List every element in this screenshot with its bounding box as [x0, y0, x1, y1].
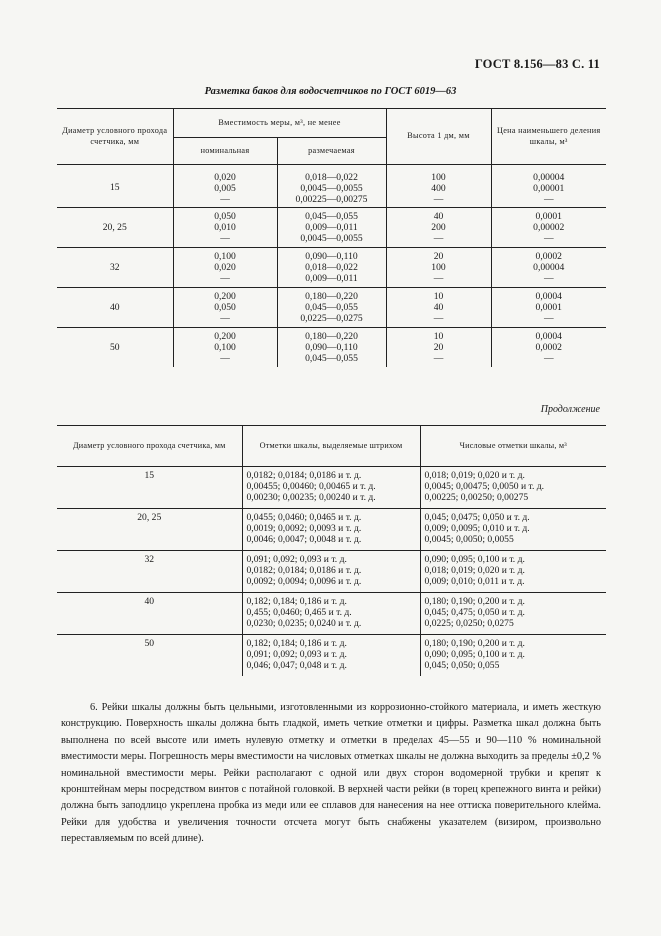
numeric-marks-cell [420, 509, 606, 551]
cell-line: 0,0455; 0,0460; 0,0465 и т. д. [246, 512, 362, 523]
height-cell [386, 288, 491, 328]
t2-header-stroke-marks: Отметки шкалы, выделяемые штрихом [242, 426, 420, 467]
height-cell [386, 208, 491, 248]
nominal-cell [173, 165, 277, 208]
table1-title: Разметка баков для водосчетчиков по ГОСТ 6019—63 [204, 86, 457, 97]
marked-cell [277, 208, 386, 248]
diameter-cell: 50 [109, 342, 120, 353]
cell-line: 0,018; 0,019; 0,020 и т. д. [424, 470, 525, 481]
cell-line: 0,090—0,110 [305, 251, 358, 262]
cell-line: 0,0225—0,0275 [300, 313, 363, 324]
cell-line: 0,00004 [533, 262, 565, 273]
cell-line: 0,045—0,055 [305, 211, 358, 222]
cell-line: — [543, 194, 554, 205]
table1-tank-marking [57, 108, 606, 367]
cell-line: 0,010 [214, 222, 236, 233]
cell-line: — [220, 194, 230, 205]
numeric-marks-cell [420, 467, 606, 509]
diameter-cell: 20, 25 [137, 512, 162, 523]
cell-line: 40 [433, 211, 444, 222]
table-row [57, 248, 606, 288]
cell-line: 0,020 [214, 262, 236, 273]
cell-line: 0,200 [214, 331, 236, 342]
stroke-marks-cell [242, 635, 420, 677]
diameter-cell: 40 [109, 302, 120, 313]
table-row [57, 288, 606, 328]
division-cell [491, 208, 606, 248]
t1-header-capacity: Вместимость меры, м³, не менее [173, 109, 386, 138]
nominal-cell [173, 328, 277, 368]
cell-line: — [220, 233, 230, 244]
cell-line: 0,018—0,022 [305, 262, 358, 273]
t1-header-nominal: номинальная [173, 138, 277, 165]
cell-line: 0,200 [214, 291, 236, 302]
t2-header-numeric-marks: Числовые отметки шкалы, м³ [420, 426, 606, 467]
cell-line: — [543, 313, 554, 324]
numeric-marks-cell [420, 593, 606, 635]
division-cell [491, 165, 606, 208]
table-row [57, 208, 606, 248]
cell-line: 0,0001 [535, 302, 562, 313]
numeric-marks-cell [420, 635, 606, 677]
cell-line: 0,090; 0,095; 0,100 и т. д. [424, 649, 525, 660]
table-row [57, 593, 606, 635]
t1-header-diameter: Диаметр условного прохода счетчика, мм [57, 109, 173, 165]
nominal-cell [173, 208, 277, 248]
cell-line: 200 [431, 222, 446, 233]
table-row [57, 551, 606, 593]
cell-line: 0,050 [214, 211, 236, 222]
table-row [57, 467, 606, 509]
table-row [57, 509, 606, 551]
cell-line: 0,0046; 0,0047; 0,0048 и т. д. [246, 534, 362, 545]
cell-line: 0,0182; 0,0184; 0,0186 и т. д. [246, 565, 362, 576]
cell-line: — [433, 233, 444, 244]
cell-line: 0,0002 [535, 342, 562, 353]
diameter-cell: 15 [109, 182, 120, 193]
cell-line: 0,0045—0,0055 [300, 233, 363, 244]
cell-line: — [543, 273, 554, 284]
cell-line: 0,046; 0,047; 0,048 и т. д. [246, 660, 347, 671]
diameter-cell: 15 [144, 470, 155, 481]
height-cell [386, 248, 491, 288]
division-cell [491, 288, 606, 328]
diameter-cell: 20, 25 [102, 222, 127, 233]
cell-line: 0,180—0,220 [305, 291, 358, 302]
stroke-marks-cell [242, 509, 420, 551]
cell-line: 0,0001 [535, 211, 562, 222]
cell-line: 0,020 [214, 172, 236, 183]
t1-header-height: Высота 1 дм, мм [386, 109, 491, 165]
cell-line: 0,0225; 0,0250; 0,0275 [424, 618, 514, 629]
cell-line: — [433, 273, 444, 284]
cell-line: — [543, 233, 554, 244]
division-cell [491, 328, 606, 368]
marked-cell [277, 165, 386, 208]
cell-line: 0,100 [214, 342, 236, 353]
t1-header-division: Цена наименьшего деления шкалы, м³ [491, 109, 606, 165]
cell-line: 0,0092; 0,0094; 0,0096 и т. д. [246, 576, 362, 587]
cell-line: 0,018; 0,019; 0,020 и т. д. [424, 565, 525, 576]
cell-line: 0,182; 0,184; 0,186 и т. д. [246, 596, 347, 607]
cell-line: 0,455; 0,0460; 0,465 и т. д. [246, 607, 352, 618]
diameter-cell: 32 [109, 262, 120, 273]
stroke-marks-cell [242, 593, 420, 635]
cell-line: 20 [433, 251, 444, 262]
marked-cell [277, 288, 386, 328]
cell-line: 0,091; 0,092; 0,093 и т. д. [246, 649, 347, 660]
cell-line: 0,00225; 0,00250; 0,00275 [424, 492, 529, 503]
marked-cell [277, 328, 386, 368]
cell-line: 0,0002 [535, 251, 562, 262]
cell-line: 0,180; 0,190; 0,200 и т. д. [424, 638, 525, 649]
nominal-cell [173, 248, 277, 288]
table2-scale-marks [57, 425, 606, 676]
cell-line: 0,0045; 0,00475; 0,0050 и т. д. [424, 481, 545, 492]
cell-line: 0,0004 [535, 291, 562, 302]
stroke-marks-cell [242, 467, 420, 509]
cell-line: 0,018—0,022 [305, 172, 358, 183]
t2-body [57, 467, 606, 677]
cell-line: 0,009; 0,010; 0,011 и т. д. [424, 576, 525, 587]
table-row [57, 635, 606, 677]
cell-line: 0,00004 [533, 172, 565, 183]
cell-line: — [220, 353, 230, 364]
diameter-cell: 32 [144, 554, 155, 565]
cell-line: 100 [431, 172, 446, 183]
cell-line: 0,045; 0,0475; 0,050 и т. д. [424, 512, 530, 523]
t1-header-marked: размечаемая [277, 138, 386, 165]
cell-line: 0,0182; 0,0184; 0,0186 и т. д. [246, 470, 362, 481]
diameter-cell: 40 [144, 596, 155, 607]
cell-line: 0,090; 0,095; 0,100 и т. д. [424, 554, 525, 565]
cell-line: 0,0004 [535, 331, 562, 342]
cell-line: 10 [433, 291, 444, 302]
cell-line: 0,0019; 0,0092; 0,0093 и т. д. [246, 523, 362, 534]
t2-header-diameter: Диаметр условного прохода счетчика, мм [73, 440, 226, 450]
continuation-label: Продолжение [540, 404, 600, 415]
cell-line: 0,045—0,055 [305, 302, 358, 313]
cell-line: 0,045—0,055 [305, 353, 358, 364]
cell-line: — [220, 273, 230, 284]
numeric-marks-cell [420, 551, 606, 593]
cell-line: — [433, 353, 444, 364]
cell-line: 0,009—0,011 [305, 273, 358, 284]
height-cell [386, 165, 491, 208]
cell-line: 0,009; 0,0095; 0,010 и т. д. [424, 523, 530, 534]
cell-line: 0,182; 0,184; 0,186 и т. д. [246, 638, 347, 649]
cell-line: 20 [433, 342, 444, 353]
nominal-cell [173, 288, 277, 328]
cell-line: — [433, 194, 444, 205]
document-header: ГОСТ 8.156—83 С. 11 [474, 57, 600, 71]
cell-line: — [433, 313, 444, 324]
t1-body [57, 165, 606, 368]
cell-line: 0,091; 0,092; 0,093 и т. д. [246, 554, 347, 565]
cell-line: 0,0230; 0,0235; 0,0240 и т. д. [246, 618, 362, 629]
cell-line: 0,00225—0,00275 [295, 194, 368, 205]
cell-line: — [220, 313, 230, 324]
cell-line: 0,045; 0,050; 0,055 [424, 660, 500, 671]
cell-line: 100 [431, 262, 446, 273]
cell-line: 0,00001 [533, 183, 565, 194]
height-cell [386, 328, 491, 368]
stroke-marks-cell [242, 551, 420, 593]
cell-line: 0,0045—0,0055 [300, 183, 363, 194]
cell-line: 0,180—0,220 [305, 331, 358, 342]
cell-line: 40 [433, 302, 444, 313]
cell-line: 400 [431, 183, 446, 194]
cell-line: 0,045; 0,475; 0,050 и т. д. [424, 607, 525, 618]
marked-cell [277, 248, 386, 288]
cell-line: 0,00002 [533, 222, 565, 233]
cell-line: 0,180; 0,190; 0,200 и т. д. [424, 596, 525, 607]
cell-line: 0,0045; 0,0050; 0,0055 [424, 534, 514, 545]
paragraph-6-text: 6. Рейки шкалы должны быть цельными, изготовленными из коррозионно-стойкого материала, и иметь жесткую конструкцию. Поверхность шкалы должна быть гладкой, иметь четкие отметки и цифры. Разметка шкал должна быть выполнена по всей высоте или иметь нулевую отметку и отметки в пределах 45—55 и 90—110 % номинальной вместимости меры. Погрешность меры вместимости на числовых отметках шкалы не должна выходить за пределы ±0,2 % номинальной вместимости меры. Рейки располагают с одной или двух сторон водомерной трубки и крепят к кронштейнам меры посредством винтов с потайной головкой. В верхней части рейки (в торец крепежного винта и рейки) должна быть заподлицо укреплена пробка из меди или ее сплавов для нанесения на нее оттиска поверительного клейма. Рейки для удобства и увеличения точности отсчета могут быть снабжены указателем (визиром, произвольно переставляемым по всей длине). [61, 702, 601, 845]
division-cell [491, 248, 606, 288]
cell-line: — [543, 353, 554, 364]
diameter-cell: 50 [144, 638, 155, 649]
cell-line: 10 [433, 331, 444, 342]
cell-line: 0,009—0,011 [305, 222, 358, 233]
cell-line: 0,00455; 0,00460; 0,00465 и т. д. [246, 481, 376, 492]
cell-line: 0,050 [214, 302, 236, 313]
table-row [57, 328, 606, 368]
cell-line: 0,090—0,110 [305, 342, 358, 353]
cell-line: 0,005 [214, 183, 236, 194]
cell-line: 0,100 [214, 251, 236, 262]
table-row [57, 165, 606, 208]
paragraph-6 [61, 700, 601, 848]
cell-line: 0,00230; 0,00235; 0,00240 и т. д. [246, 492, 376, 503]
